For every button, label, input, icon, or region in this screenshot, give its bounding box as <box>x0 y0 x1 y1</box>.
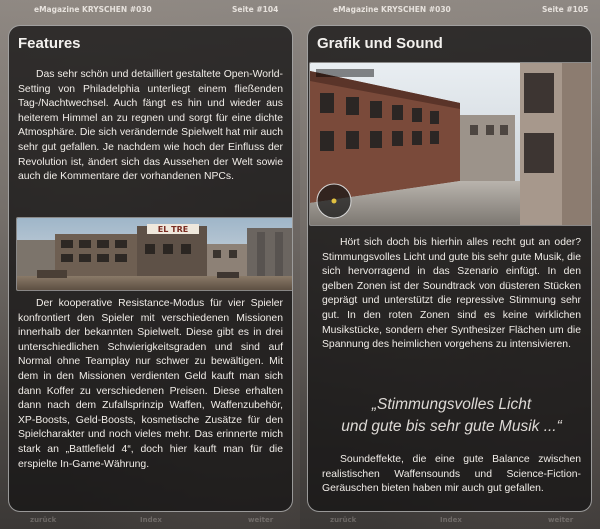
page-number: Seite #105 <box>542 5 589 14</box>
game-screenshot-building <box>16 217 293 291</box>
content-panel <box>307 25 592 512</box>
section-title: Features <box>18 35 81 52</box>
paragraph: Hört sich doch bis hierhin alles recht gut an oder? Stimmungsvolles Licht und gute bis sehr gute Musik, die sich hervorragend in das Szenario einfügt. In den gelben Zonen ist der Soundtrack von düsteren Stücken geprägt und unterstützt die repressive Stimmung sehr gut. In den roten Zonen sind es keine wirklichen Musikstücke, sondern eher Synthesizer Flächen um die Spannung des heimlichen vorgehens zu intensivieren. <box>322 237 581 351</box>
section-title: Grafik und Sound <box>317 35 443 52</box>
next-link[interactable]: weiter <box>248 516 274 524</box>
index-link[interactable]: Index <box>140 516 162 524</box>
page-header <box>0 3 300 17</box>
pull-quote <box>322 394 581 438</box>
content-panel <box>8 25 293 512</box>
index-link[interactable]: Index <box>440 516 462 524</box>
page-footer <box>0 516 300 526</box>
paragraph: Soundeffekte, die eine gute Balance zwischen realistischen Waffensounds und Science-Fiction-Geräuschen bieten haben mir auch gut gefallen. <box>322 454 581 495</box>
right-page <box>300 0 600 529</box>
page-footer <box>300 516 600 526</box>
paragraph: Der kooperative Resistance-Modus für vier Spieler konfrontiert den Spieler mit verschiedenen Missionen innerhalb der bekannten Spielwelt. Diese gibt es in drei unterschiedlichen Schwierigkeitsgraden und sind auf Normal ohne Teamplay nur schwer zu bewältigen. Mit dem in den Missionen verdienten Geld kauft man sich dann Koffer zu verschiedenen Preisen. Diese erhalten dann nach dem Zufallsprinzip Waffen, Waffenzubehör, XP-Boosts, Geld-Boosts, kosmetische Zusätze für den Spielcharakter und noch vieles mehr. Das erinnerte mich stark an „Battlefield 4“, doch hier kauft man für die erspielte In-Game-Währung. <box>18 298 283 470</box>
back-link[interactable]: zurück <box>330 516 357 524</box>
building-sign: EL TRE <box>157 225 189 234</box>
magazine-name: eMagazine KRYSCHEN #030 <box>333 5 451 14</box>
magazine-name: eMagazine KRYSCHEN #030 <box>34 5 152 14</box>
game-screenshot-street <box>309 62 592 226</box>
back-link[interactable]: zurück <box>30 516 57 524</box>
paragraph: Das sehr schön und detailliert gestaltete Open-World-Setting von Philadelphia unterliegt einem fließenden Tag-/Nachtwechsel. Auch fängt es hin und wieder aus heiterem Himmel an zu regnen und sorgt für eine dichte Atmosphäre. Die sich verändernde Spielwelt hat mir auch sehr gut gefallen. Je nachdem wie hoch der Einfluss der Revolution ist, ändert sich das Aussehen der Welt sowie auch die Kommentare der vorhandenen NPCs. <box>18 69 284 183</box>
page-header <box>300 3 600 17</box>
quote-line: und gute bis sehr gute Musik ...“ <box>341 418 562 435</box>
quote-line: „Stimmungsvolles Licht <box>371 396 532 413</box>
next-link[interactable]: weiter <box>548 516 574 524</box>
page-number: Seite #104 <box>232 5 279 14</box>
